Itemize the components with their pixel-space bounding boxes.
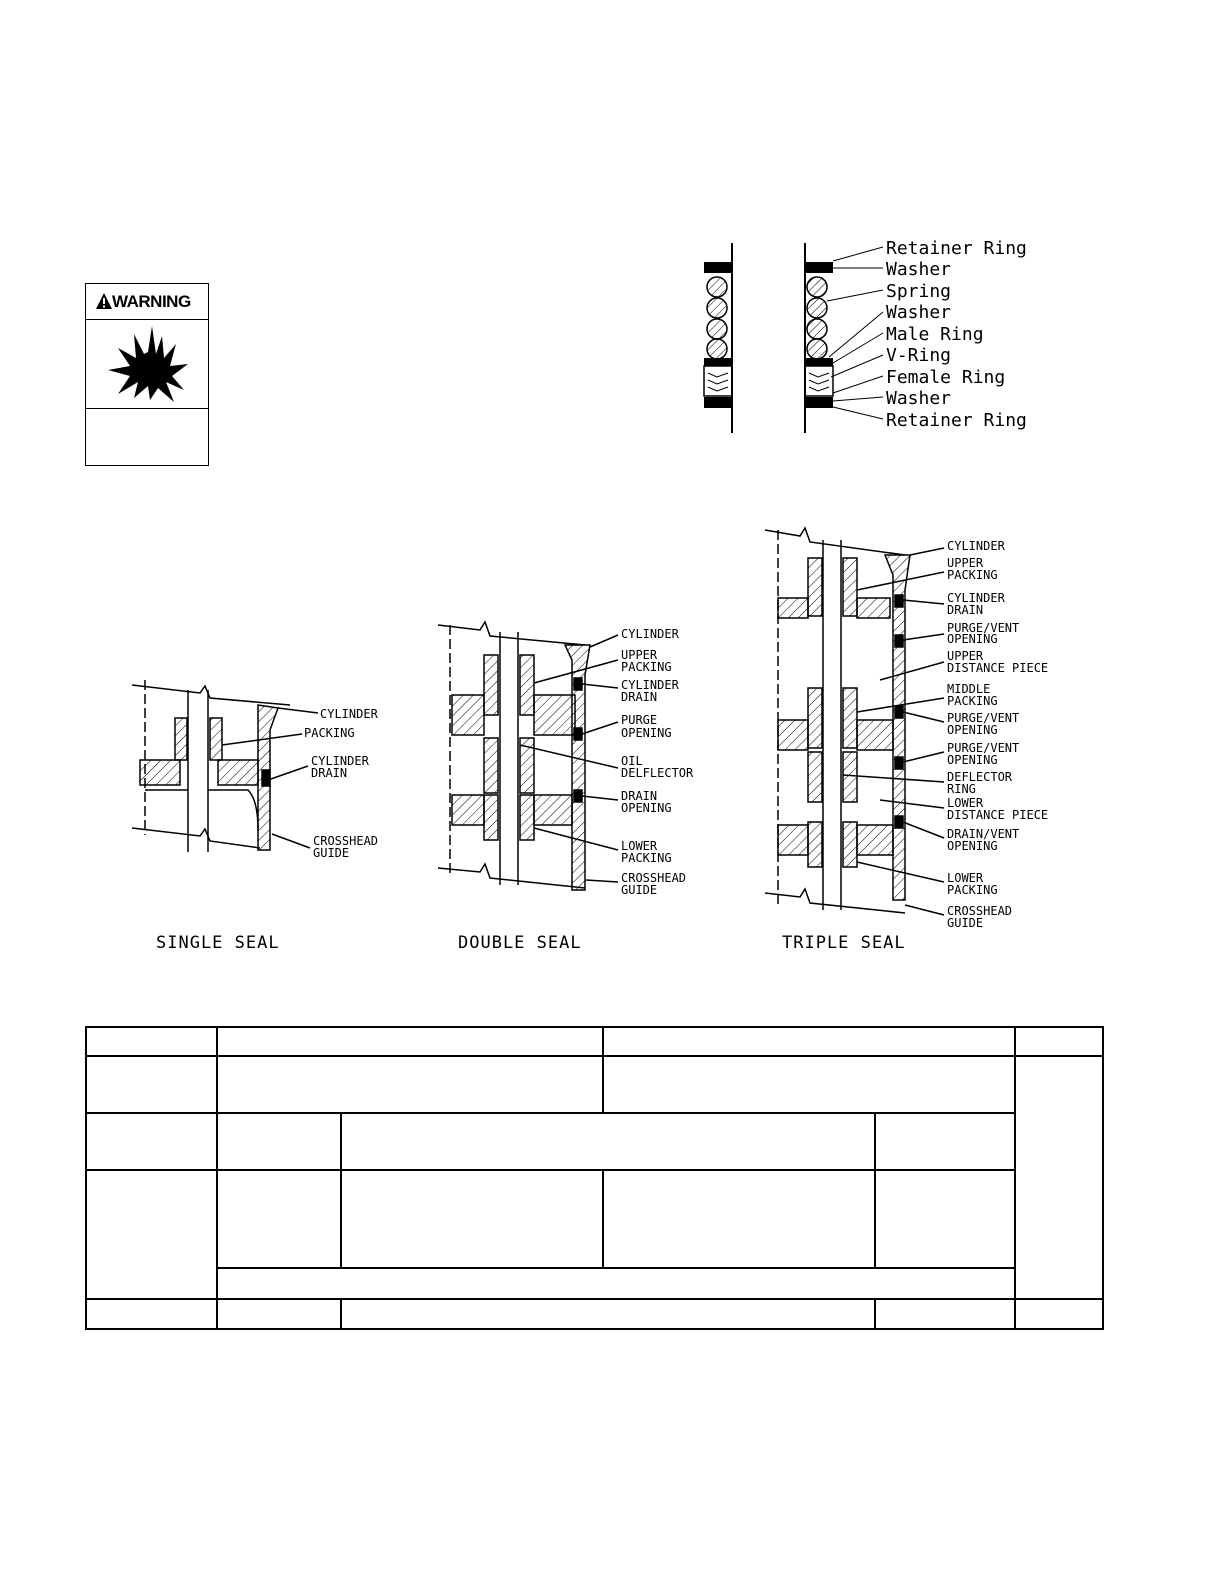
single-seal-caption: SINGLE SEAL: [156, 933, 280, 953]
triple-label-purge-vent-b-1: PURGE/VENT: [947, 711, 1020, 725]
table-cell: [86, 1299, 217, 1329]
table-cell: [86, 1056, 217, 1113]
label-retainer-ring-top: Retainer Ring: [886, 238, 1027, 259]
double-label-drain-2: OPENING: [621, 801, 672, 815]
table-cell: [1015, 1299, 1103, 1329]
table-row: [86, 1027, 1103, 1056]
triple-label-upper-distance-1: UPPER: [947, 649, 984, 663]
triple-label-crosshead-1: CROSSHEAD: [947, 904, 1013, 918]
table-cell: [1015, 1056, 1103, 1299]
triple-label-deflector-1: DEFLECTOR: [947, 770, 1013, 784]
double-label-oil-1: OIL: [621, 754, 643, 768]
warning-title: WARNING: [112, 292, 191, 311]
warning-header: [86, 284, 208, 320]
double-label-crosshead-2: GUIDE: [621, 883, 658, 897]
label-v-ring: V-Ring: [886, 345, 952, 366]
label-male-ring: Male Ring: [886, 324, 984, 345]
triple-label-purge-vent-c-2: OPENING: [947, 753, 998, 767]
single-label-cylinder: CYLINDER: [320, 707, 378, 721]
single-label-packing: PACKING: [304, 726, 355, 740]
double-label-drain-1: DRAIN: [621, 789, 658, 803]
triple-label-cylinder: CYLINDER: [947, 539, 1005, 553]
double-label-lower-packing-1: LOWER: [621, 839, 658, 853]
explosion-icon: [104, 324, 194, 404]
single-label-cylinder-drain-2: DRAIN: [311, 766, 348, 780]
triple-label-lower-packing-1: LOWER: [947, 871, 984, 885]
triple-label-middle-packing-2: PACKING: [947, 694, 998, 708]
table-cell: [86, 1113, 217, 1170]
table-cell: [1015, 1027, 1103, 1056]
double-label-purge-2: OPENING: [621, 726, 672, 740]
table-cell: [603, 1027, 1015, 1056]
table-row: [86, 1113, 1103, 1170]
table-cell: [875, 1113, 1015, 1170]
warning-triangle-icon: [95, 292, 113, 310]
single-label-crosshead-2: GUIDE: [313, 846, 350, 860]
table-cell: [341, 1170, 603, 1268]
label-female-ring: Female Ring: [886, 367, 1006, 388]
triple-label-purge-vent-a-2: OPENING: [947, 632, 998, 646]
double-label-lower-packing-2: PACKING: [621, 851, 672, 865]
double-label-upper-packing-2: PACKING: [621, 660, 672, 674]
single-seal-diagram: [132, 680, 318, 852]
table-cell: [341, 1299, 875, 1329]
table-cell: [217, 1113, 341, 1170]
table-row: [86, 1056, 1103, 1113]
double-seal-diagram: [438, 622, 618, 890]
triple-label-lower-distance-1: LOWER: [947, 796, 984, 810]
triple-label-upper-distance-2: DISTANCE PIECE: [947, 661, 1049, 675]
label-washer-bottom: Washer: [886, 388, 952, 409]
triple-label-crosshead-2: GUIDE: [947, 916, 984, 930]
triple-label-cylinder-drain-2: DRAIN: [947, 603, 984, 617]
double-label-crosshead-1: CROSSHEAD: [621, 871, 687, 885]
double-label-upper-packing-1: UPPER: [621, 648, 658, 662]
table-row: [86, 1299, 1103, 1329]
triple-label-drain-vent-1: DRAIN/VENT: [947, 827, 1020, 841]
label-retainer-ring-bottom: Retainer Ring: [886, 410, 1027, 431]
packing-detail-diagram: [695, 235, 1035, 440]
label-spring: Spring: [886, 281, 952, 302]
table-cell: [217, 1027, 603, 1056]
double-label-purge-1: PURGE: [621, 713, 658, 727]
double-label-cylinder-drain-1: CYLINDER: [621, 678, 679, 692]
triple-label-upper-packing-2: PACKING: [947, 568, 998, 582]
table-cell: [86, 1170, 217, 1299]
double-label-oil-2: DELFLECTOR: [621, 766, 694, 780]
double-label-cylinder: CYLINDER: [621, 627, 679, 641]
table-cell: [217, 1299, 341, 1329]
warning-box: [85, 283, 209, 466]
triple-label-lower-packing-2: PACKING: [947, 883, 998, 897]
single-label-cylinder-drain-1: CYLINDER: [311, 754, 369, 768]
table-cell: [217, 1170, 341, 1268]
double-label-cylinder-drain-2: DRAIN: [621, 690, 658, 704]
table-cell: [217, 1268, 1015, 1299]
triple-label-purge-vent-c-1: PURGE/VENT: [947, 741, 1020, 755]
table-row: [86, 1170, 1103, 1268]
single-label-crosshead-1: CROSSHEAD: [313, 834, 379, 848]
triple-seal-diagram: [765, 528, 944, 915]
table-cell: [603, 1170, 875, 1268]
triple-label-lower-distance-2: DISTANCE PIECE: [947, 808, 1049, 822]
table-cell: [603, 1056, 1015, 1113]
table-cell: [875, 1299, 1015, 1329]
triple-label-upper-packing-1: UPPER: [947, 556, 984, 570]
label-washer-mid: Washer: [886, 302, 952, 323]
triple-label-cylinder-drain-1: CYLINDER: [947, 591, 1005, 605]
spec-table: [85, 1026, 1104, 1330]
table-cell: [86, 1027, 217, 1056]
triple-label-drain-vent-2: OPENING: [947, 839, 998, 853]
table-cell: [875, 1170, 1015, 1268]
table-cell: [217, 1056, 603, 1113]
table-row: [86, 1268, 1103, 1299]
double-seal-caption: DOUBLE SEAL: [458, 933, 582, 953]
triple-label-purge-vent-a-1: PURGE/VENT: [947, 621, 1020, 635]
label-washer-top: Washer: [886, 259, 952, 280]
table-cell: [341, 1113, 875, 1170]
seal-diagrams: [0, 520, 1224, 960]
triple-seal-caption: TRIPLE SEAL: [782, 933, 906, 953]
warning-divider: [86, 408, 208, 409]
triple-label-deflector-2: RING: [947, 782, 976, 796]
triple-label-middle-packing-1: MIDDLE: [947, 682, 991, 696]
triple-label-purge-vent-b-2: OPENING: [947, 723, 998, 737]
